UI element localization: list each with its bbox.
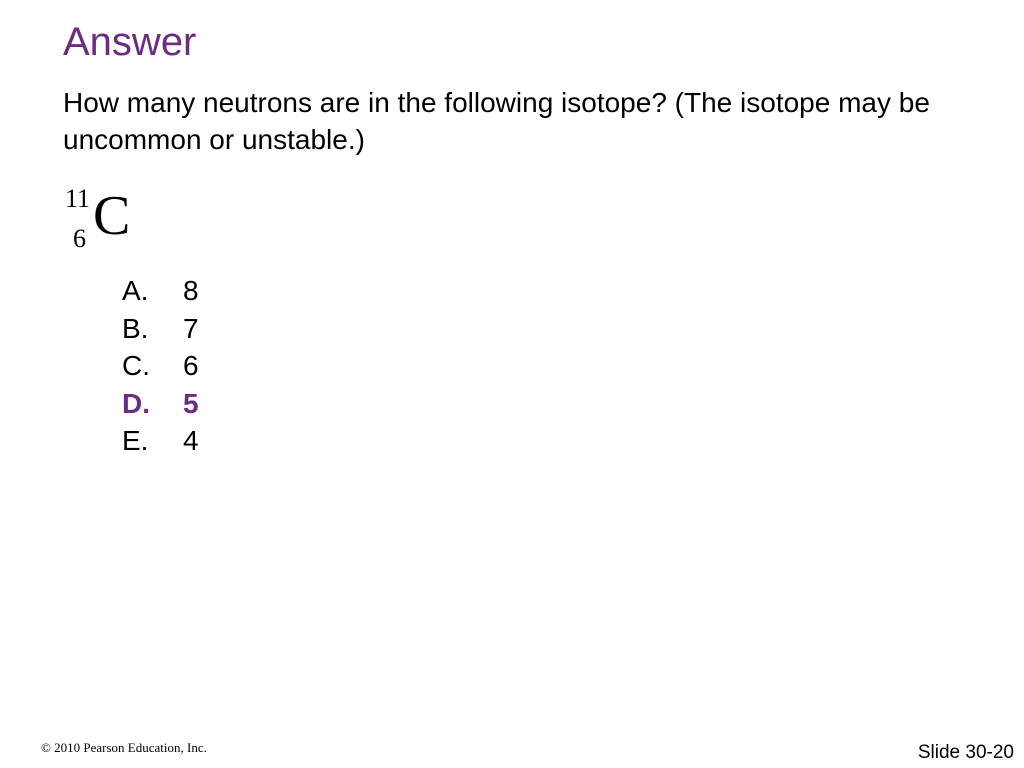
option-letter: A. (122, 275, 149, 306)
option-value: 4 (183, 425, 199, 456)
isotope-mass-number: 11 (65, 184, 91, 213)
option-e (122, 422, 199, 460)
isotope-atomic-number: 6 (73, 224, 86, 253)
copyright-notice: © 2010 Pearson Education, Inc. (41, 740, 207, 755)
option-b (122, 310, 199, 348)
option-c (122, 347, 199, 385)
isotope-symbol: C (93, 185, 131, 247)
option-value: 8 (183, 275, 199, 306)
isotope-notation (63, 180, 153, 260)
slide-number: Slide 30-20 (917, 742, 1014, 763)
question-text: How many neutrons are in the following isotope? (The isotope may be uncommon or unstable.) (63, 87, 930, 155)
option-value: 6 (183, 350, 199, 381)
answer-options (122, 272, 199, 460)
option-value: 5 (183, 387, 199, 419)
option-letter: B. (122, 312, 149, 344)
slide-title: Answer (63, 20, 197, 64)
option-a (122, 272, 199, 310)
option-value: 7 (183, 312, 199, 344)
option-d-correct (122, 385, 199, 423)
option-letter: C. (122, 350, 150, 381)
option-letter: D. (122, 387, 150, 419)
option-letter: E. (122, 425, 149, 456)
